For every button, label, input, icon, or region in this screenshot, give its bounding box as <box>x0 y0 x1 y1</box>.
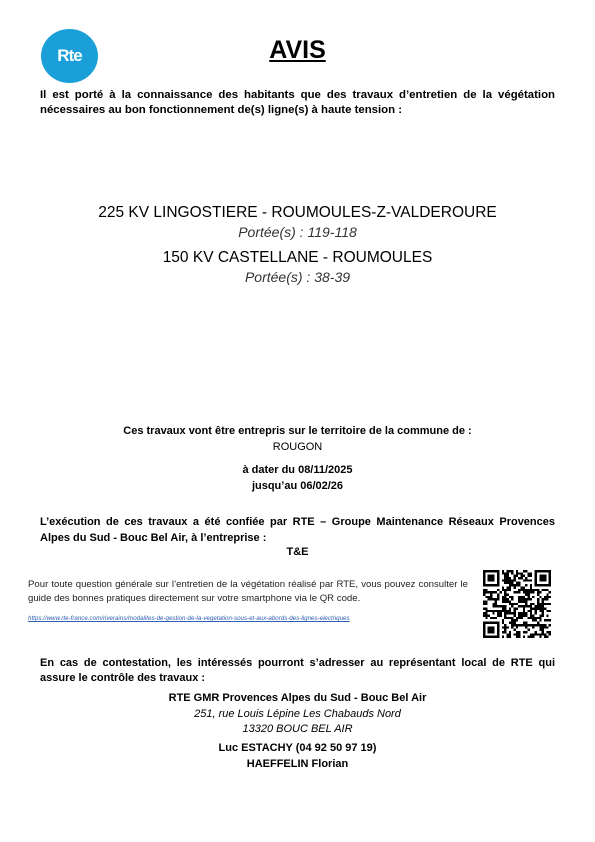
territory-label: Ces travaux vont être entrepris sur le territoire de la commune de : <box>123 425 472 437</box>
contact-address-line-2: 13320 BOUC BEL AIR <box>242 723 353 735</box>
contact-org: RTE GMR Provences Alpes du Sud - Bouc Bel Air <box>168 692 427 704</box>
date-to: jusqu’au 06/02/26 <box>251 480 344 492</box>
contact-address-line-1: 251, rue Louis Lépine Les Chabauds Nord <box>194 708 401 720</box>
date-from: à dater du 08/11/2025 <box>242 464 353 476</box>
execution-text: L’exécution de ces travaux a été confiée par RTE – Groupe Maintenance Réseaux Provences Alpes du Sud - Bouc Bel Air, à l’entreprise : <box>40 516 555 544</box>
rte-logo-text: Rte <box>57 46 82 65</box>
execution-company: T&E <box>286 546 309 558</box>
guide-link[interactable]: https://www.rte-france.com/riverains/modalites-de-gestion-de-la-vegetation-sous-et-aux-abords-des-lignes-electriques <box>28 615 350 622</box>
territory-commune: ROUGON <box>272 441 323 453</box>
page-title: AVIS <box>269 36 326 64</box>
contact-person-1: Luc ESTACHY (04 92 50 97 19) <box>218 742 377 754</box>
line-1-name: 225 KV LINGOSTIERE - ROUMOULES-Z-VALDEROURE <box>98 204 497 221</box>
line-2-portee: Portée(s) : 38-39 <box>244 269 351 285</box>
qr-code-icon[interactable] <box>483 570 551 638</box>
contact-person-2: HAEFFELIN Florian <box>246 758 349 770</box>
qr-info-text: Pour toute question générale sur l’entretien de la végétation réalisé par RTE, vous pouvez consulter le guide des bonnes pratiques directement sur votre smartphone via le QR code. <box>28 579 468 604</box>
contestation-text: En cas de contestation, les intéressés pourront s’adresser au représentant local de RTE qui assure le contrôle des travaux : <box>40 657 555 684</box>
intro-text: Il est porté à la connaissance des habitants que des travaux d’entretien de la végétation nécessaires au bon fonctionnement de(s) ligne(s) à haute tension : <box>40 89 555 116</box>
line-2-name: 150 KV CASTELLANE - ROUMOULES <box>162 249 433 266</box>
line-1-portee: Portée(s) : 119-118 <box>238 224 357 240</box>
